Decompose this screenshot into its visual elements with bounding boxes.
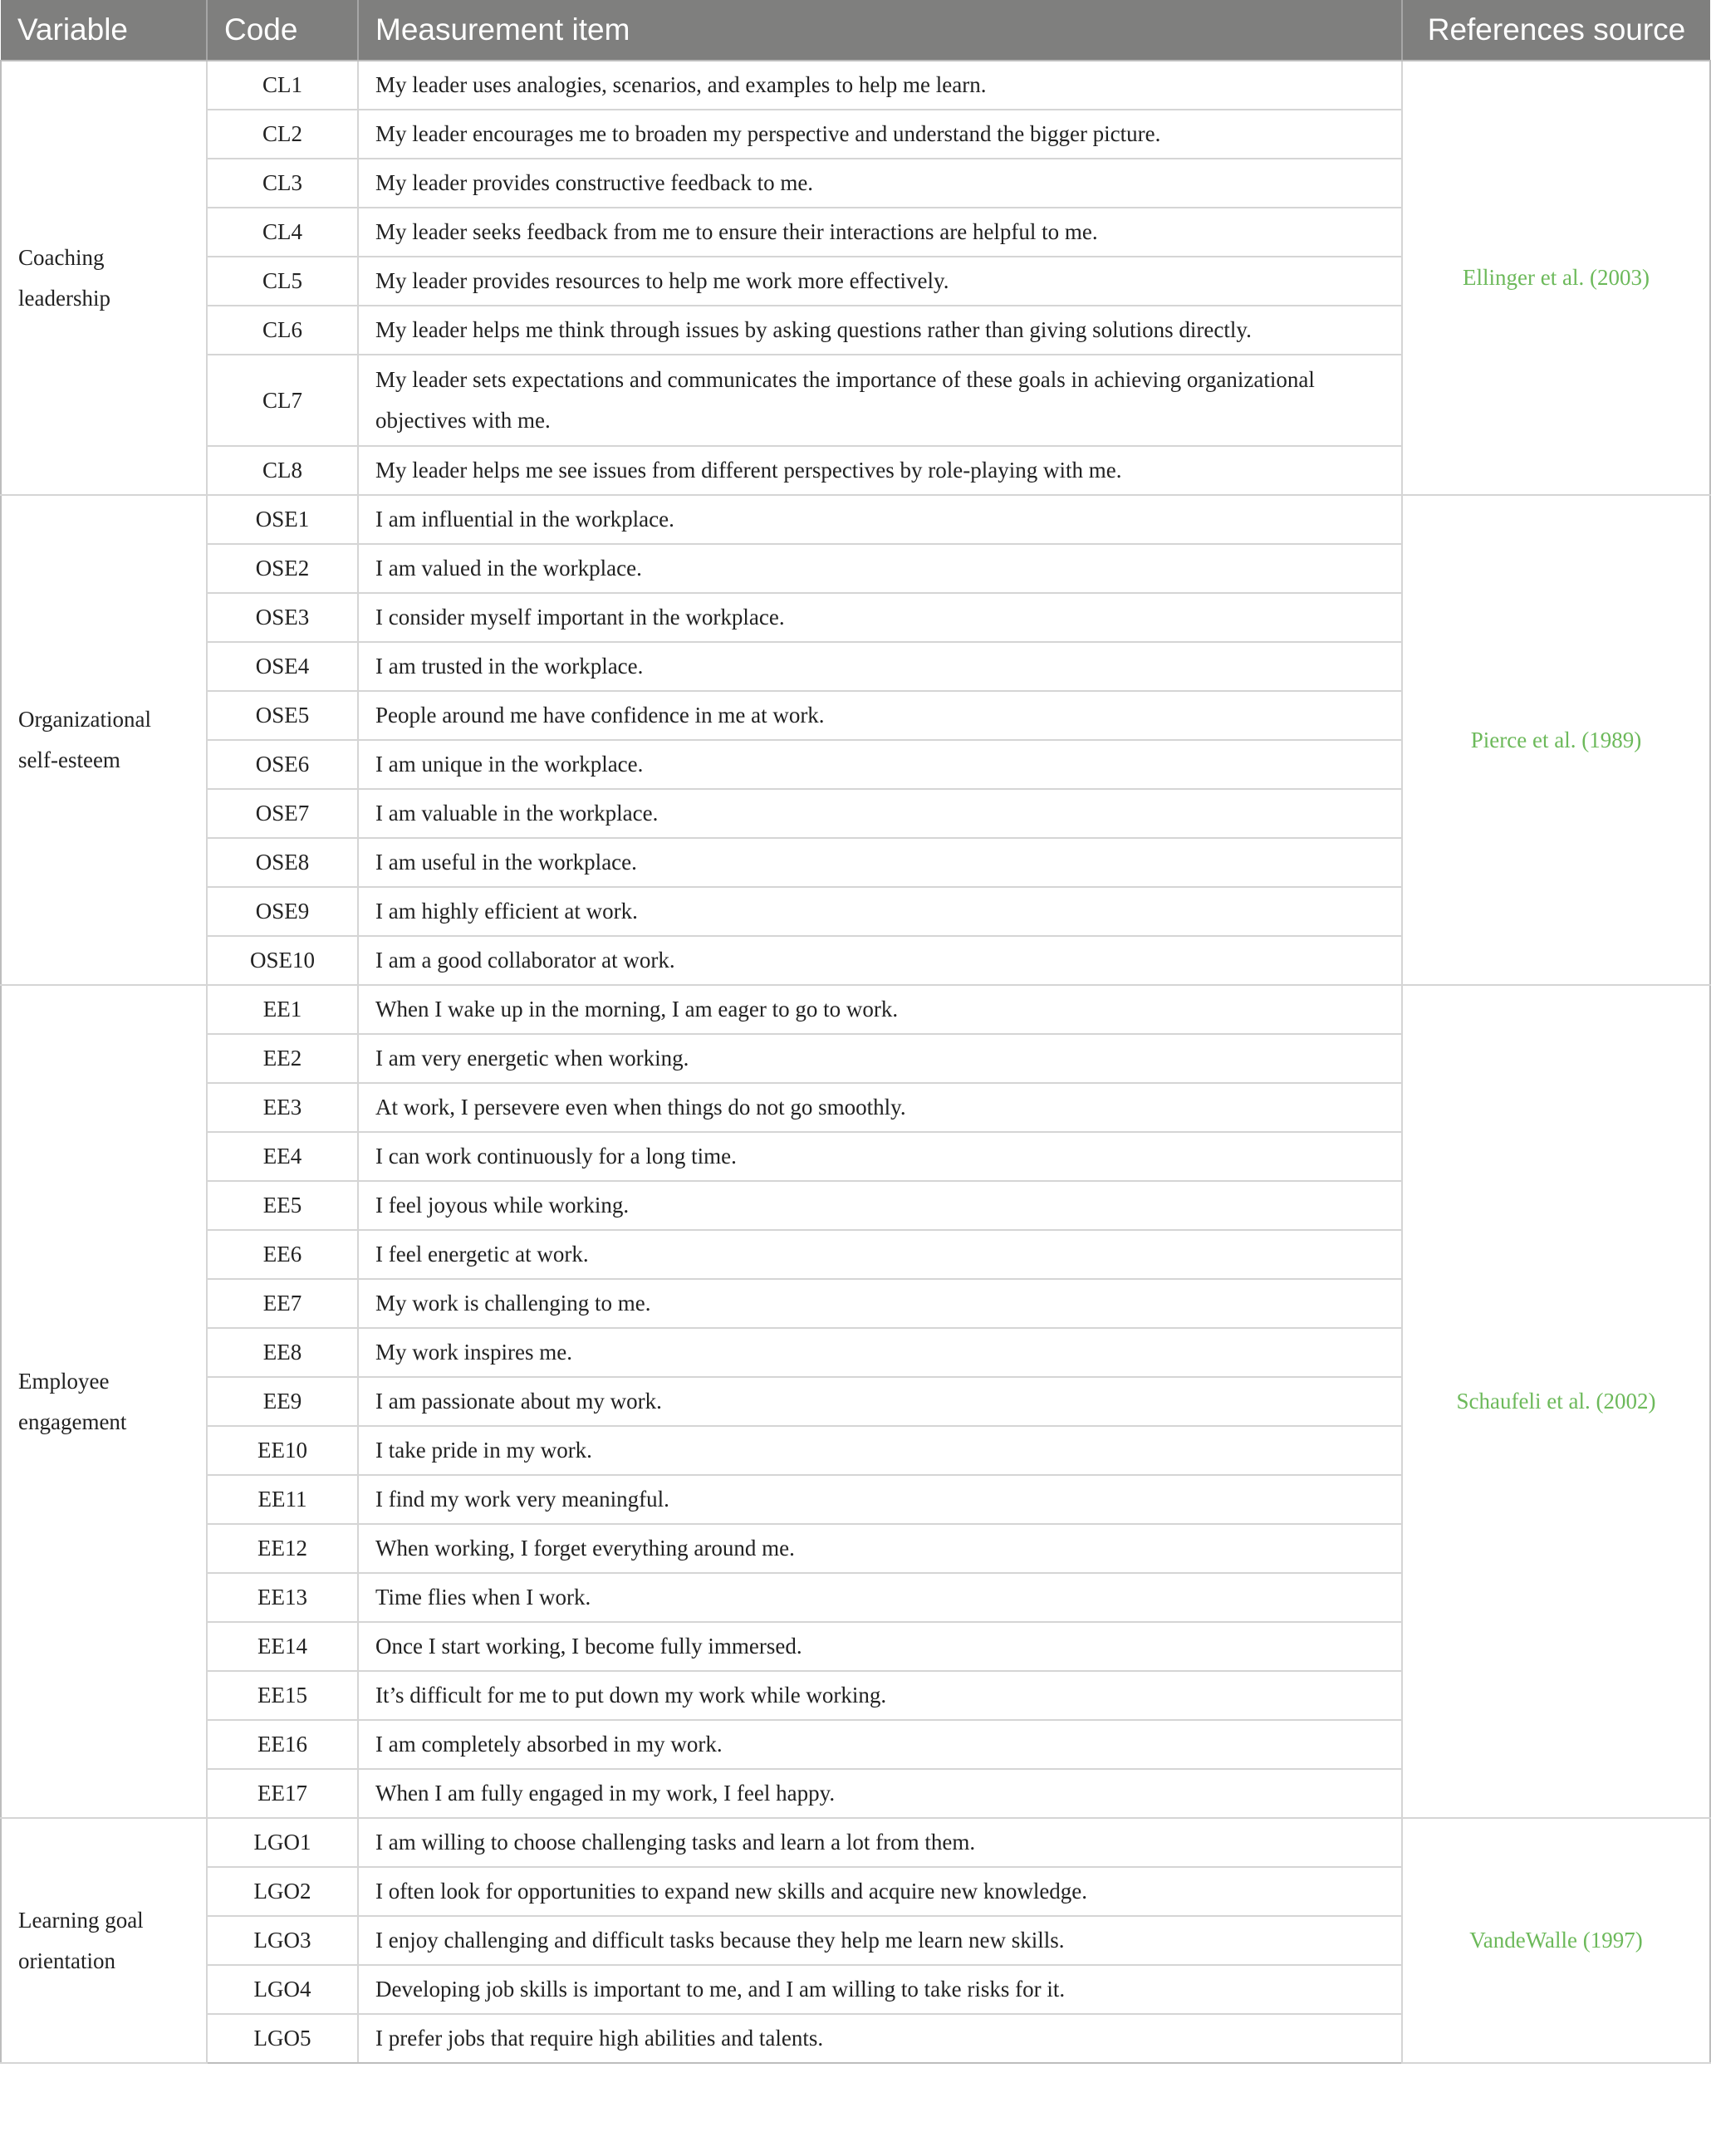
measurement-item-cell: I find my work very meaningful. [358, 1475, 1402, 1524]
code-cell: OSE4 [207, 642, 358, 691]
code-cell: OSE3 [207, 593, 358, 642]
measurement-item-cell: I consider myself important in the workplace. [358, 593, 1402, 642]
measurement-item-cell: I am passionate about my work. [358, 1377, 1402, 1426]
header-code: Code [207, 0, 358, 61]
code-cell: OSE9 [207, 887, 358, 936]
code-cell: EE10 [207, 1426, 358, 1475]
measurement-item-cell: Time flies when I work. [358, 1573, 1402, 1622]
measurement-item-cell: My leader helps me think through issues by asking questions rather than giving solutions directly. [358, 306, 1402, 355]
measurement-item-cell: I feel energetic at work. [358, 1230, 1402, 1279]
measurement-item-cell: My leader sets expectations and communicates the importance of these goals in achieving organizational objectives with me. [358, 355, 1402, 446]
measurement-item-cell: My leader seeks feedback from me to ensure their interactions are helpful to me. [358, 208, 1402, 257]
code-cell: EE6 [207, 1230, 358, 1279]
code-cell: OSE10 [207, 936, 358, 985]
code-cell: EE8 [207, 1328, 358, 1377]
measurement-item-cell: I am very energetic when working. [358, 1034, 1402, 1083]
measurement-item-cell: I am influential in the workplace. [358, 495, 1402, 544]
measurement-item-cell: I can work continuously for a long time. [358, 1132, 1402, 1181]
code-cell: CL4 [207, 208, 358, 257]
table-row [1, 1818, 1710, 1867]
code-cell: LGO2 [207, 1867, 358, 1916]
measurement-item-cell: I often look for opportunities to expand new skills and acquire new knowledge. [358, 1867, 1402, 1916]
measurement-item-cell: I am completely absorbed in my work. [358, 1720, 1402, 1769]
code-cell: OSE2 [207, 544, 358, 593]
measurement-item-cell: I am willing to choose challenging tasks and learn a lot from them. [358, 1818, 1402, 1867]
code-cell: CL3 [207, 159, 358, 208]
measurement-item-cell: It’s difficult for me to put down my work while working. [358, 1671, 1402, 1720]
code-cell: EE13 [207, 1573, 358, 1622]
code-cell: CL5 [207, 257, 358, 306]
code-cell: LGO1 [207, 1818, 358, 1867]
code-cell: EE7 [207, 1279, 358, 1328]
header-measurement-item: Measurement item [358, 0, 1402, 61]
code-cell: CL8 [207, 446, 358, 495]
measurement-item-cell: My work inspires me. [358, 1328, 1402, 1377]
measurement-item-cell: I take pride in my work. [358, 1426, 1402, 1475]
measurement-item-cell: When I am fully engaged in my work, I feel happy. [358, 1769, 1402, 1818]
reference-link[interactable]: Ellinger et al. (2003) [1402, 61, 1710, 495]
reference-link[interactable]: Schaufeli et al. (2002) [1402, 985, 1710, 1818]
code-cell: EE2 [207, 1034, 358, 1083]
measurement-item-cell: Once I start working, I become fully immersed. [358, 1622, 1402, 1671]
code-cell: OSE8 [207, 838, 358, 887]
code-cell: CL2 [207, 110, 358, 159]
code-cell: OSE5 [207, 691, 358, 740]
table-body [1, 61, 1710, 2063]
measurement-item-cell: I prefer jobs that require high abilities and talents. [358, 2014, 1402, 2063]
variable-cell: Employee engagement [1, 985, 207, 1818]
table-row [1, 61, 1710, 110]
code-cell: LGO5 [207, 2014, 358, 2063]
code-cell: CL6 [207, 306, 358, 355]
code-cell: CL1 [207, 61, 358, 110]
code-cell: OSE7 [207, 789, 358, 838]
header-references-source: References source [1402, 0, 1710, 61]
measurement-item-cell: My leader encourages me to broaden my perspective and understand the bigger picture. [358, 110, 1402, 159]
measurement-item-cell: My leader provides constructive feedback to me. [358, 159, 1402, 208]
code-cell: EE14 [207, 1622, 358, 1671]
variable-cell: Coaching leadership [1, 61, 207, 495]
measurement-item-cell: My work is challenging to me. [358, 1279, 1402, 1328]
variable-cell: Organizational self-esteem [1, 495, 207, 985]
code-cell: OSE6 [207, 740, 358, 789]
measurement-item-cell: When I wake up in the morning, I am eager to go to work. [358, 985, 1402, 1034]
code-cell: OSE1 [207, 495, 358, 544]
code-cell: EE1 [207, 985, 358, 1034]
reference-link[interactable]: VandeWalle (1997) [1402, 1818, 1710, 2063]
code-cell: EE11 [207, 1475, 358, 1524]
code-cell: LGO3 [207, 1916, 358, 1965]
table-row [1, 985, 1710, 1034]
header-row [1, 0, 1710, 61]
code-cell: EE5 [207, 1181, 358, 1230]
code-cell: EE3 [207, 1083, 358, 1132]
code-cell: EE4 [207, 1132, 358, 1181]
measurement-item-cell: My leader helps me see issues from different perspectives by role-playing with me. [358, 446, 1402, 495]
measurement-item-cell: I am useful in the workplace. [358, 838, 1402, 887]
code-cell: EE9 [207, 1377, 358, 1426]
measurement-item-cell: I am unique in the workplace. [358, 740, 1402, 789]
measurement-item-cell: My leader provides resources to help me work more effectively. [358, 257, 1402, 306]
variable-cell: Learning goal orientation [1, 1818, 207, 2063]
table-row [1, 495, 1710, 544]
code-cell: EE16 [207, 1720, 358, 1769]
measurement-item-cell: Developing job skills is important to me, and I am willing to take risks for it. [358, 1965, 1402, 2014]
reference-link[interactable]: Pierce et al. (1989) [1402, 495, 1710, 985]
code-cell: EE12 [207, 1524, 358, 1573]
measurement-item-cell: When working, I forget everything around me. [358, 1524, 1402, 1573]
measurement-item-cell: I enjoy challenging and difficult tasks because they help me learn new skills. [358, 1916, 1402, 1965]
code-cell: EE17 [207, 1769, 358, 1818]
code-cell: EE15 [207, 1671, 358, 1720]
table-header [1, 0, 1710, 61]
measurement-item-cell: I feel joyous while working. [358, 1181, 1402, 1230]
measurement-item-cell: I am a good collaborator at work. [358, 936, 1402, 985]
measurement-item-cell: My leader uses analogies, scenarios, and examples to help me learn. [358, 61, 1402, 110]
code-cell: LGO4 [207, 1965, 358, 2014]
header-variable: Variable [1, 0, 207, 61]
measurement-item-cell: I am valuable in the workplace. [358, 789, 1402, 838]
measurement-item-cell: At work, I persevere even when things do not go smoothly. [358, 1083, 1402, 1132]
measurement-item-cell: I am highly efficient at work. [358, 887, 1402, 936]
measurement-item-cell: I am valued in the workplace. [358, 544, 1402, 593]
measurement-item-cell: People around me have confidence in me at work. [358, 691, 1402, 740]
code-cell: CL7 [207, 355, 358, 446]
measurement-item-cell: I am trusted in the workplace. [358, 642, 1402, 691]
